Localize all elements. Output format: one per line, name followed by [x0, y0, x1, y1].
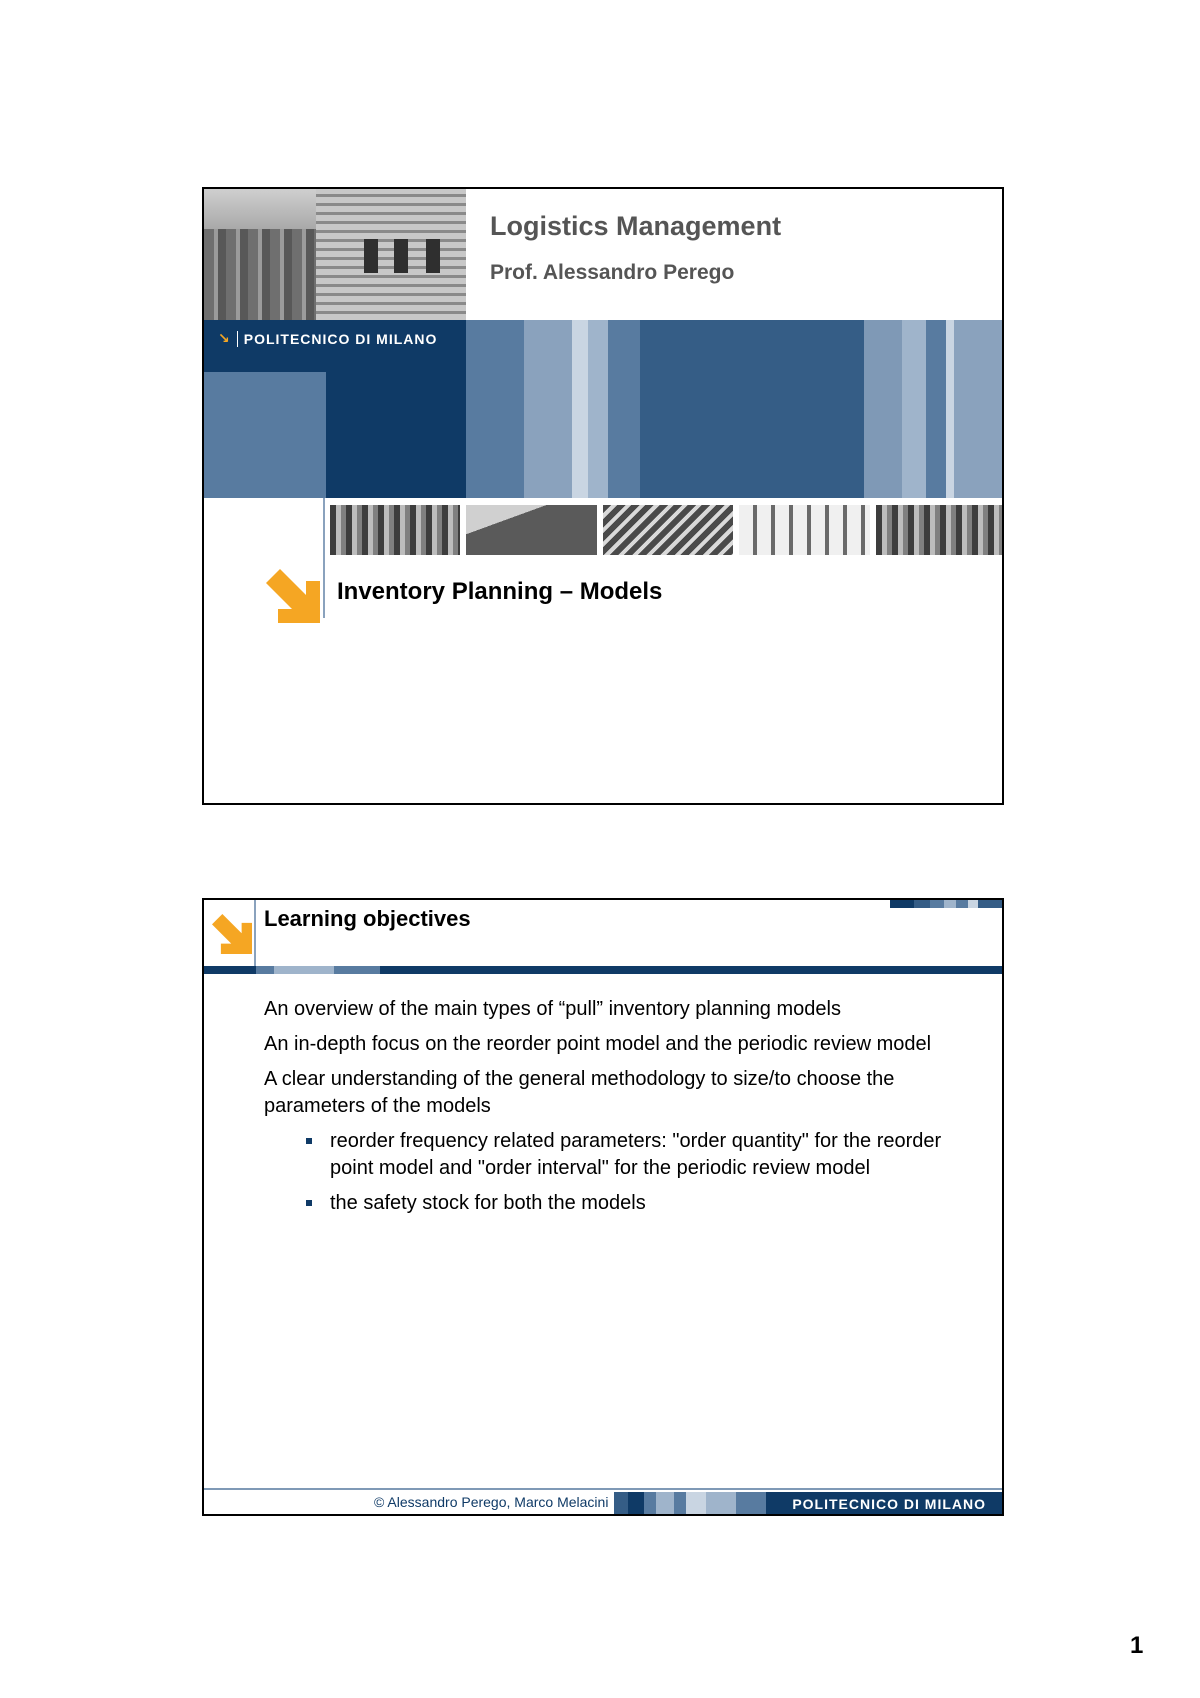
campus-photo: [876, 505, 1004, 555]
square-bullet-icon: [306, 1200, 312, 1206]
divider: [323, 498, 325, 618]
objective-sublist: [264, 1128, 974, 1217]
list-item-text: the safety stock for both the models: [330, 1192, 646, 1214]
list-item-text: reorder frequency related parameters: "order quantity" for the reorder point model and "order interval" for the periodic review model: [330, 1130, 942, 1179]
campus-photo: [466, 505, 596, 555]
objective-paragraph: An in-depth focus on the reorder point model and the periodic review model: [264, 1033, 932, 1055]
list-item: [330, 1128, 974, 1182]
title-slide: [202, 187, 1004, 805]
logo-text: POLITECNICO DI MILANO: [243, 330, 438, 347]
professor-name: Prof. Alessandro Perego: [490, 261, 735, 284]
logo-band: [204, 320, 466, 498]
list-item: [330, 1190, 974, 1217]
page-number: 1: [1130, 1632, 1144, 1659]
course-title: Logistics Management: [490, 211, 782, 241]
campus-photo: [330, 505, 460, 555]
decorative-stripes: [466, 320, 1004, 498]
copyright-notice: © Alessandro Perego, Marco Melacini: [374, 1494, 609, 1510]
slide-title: Learning objectives: [264, 906, 471, 931]
slide-body: [264, 996, 974, 1225]
building-photo: [204, 189, 466, 320]
slide-heading: Inventory Planning – Models: [337, 578, 663, 605]
orange-down-right-arrow-icon: [212, 914, 252, 954]
square-bullet-icon: [306, 1138, 312, 1144]
decorative-stripes: [890, 900, 1002, 908]
title-rule: [204, 966, 1002, 974]
politecnico-logo: [218, 330, 437, 347]
footer-rule: [204, 1488, 1002, 1490]
small-orange-arrow-icon: ↘: [218, 330, 231, 346]
politecnico-logo: POLITECNICO DI MILANO: [792, 1496, 986, 1512]
campus-photo: [739, 505, 869, 555]
orange-down-right-arrow-icon: [266, 569, 320, 623]
learning-objectives-slide: [202, 898, 1004, 1516]
objective-paragraph: A clear understanding of the general methodology to size/to choose the parameters of the models: [264, 1068, 895, 1117]
divider: [254, 900, 256, 966]
objective-paragraph: An overview of the main types of “pull” inventory planning models: [264, 998, 841, 1020]
campus-photo: [603, 505, 733, 555]
campus-photo-strip: [330, 505, 1004, 555]
